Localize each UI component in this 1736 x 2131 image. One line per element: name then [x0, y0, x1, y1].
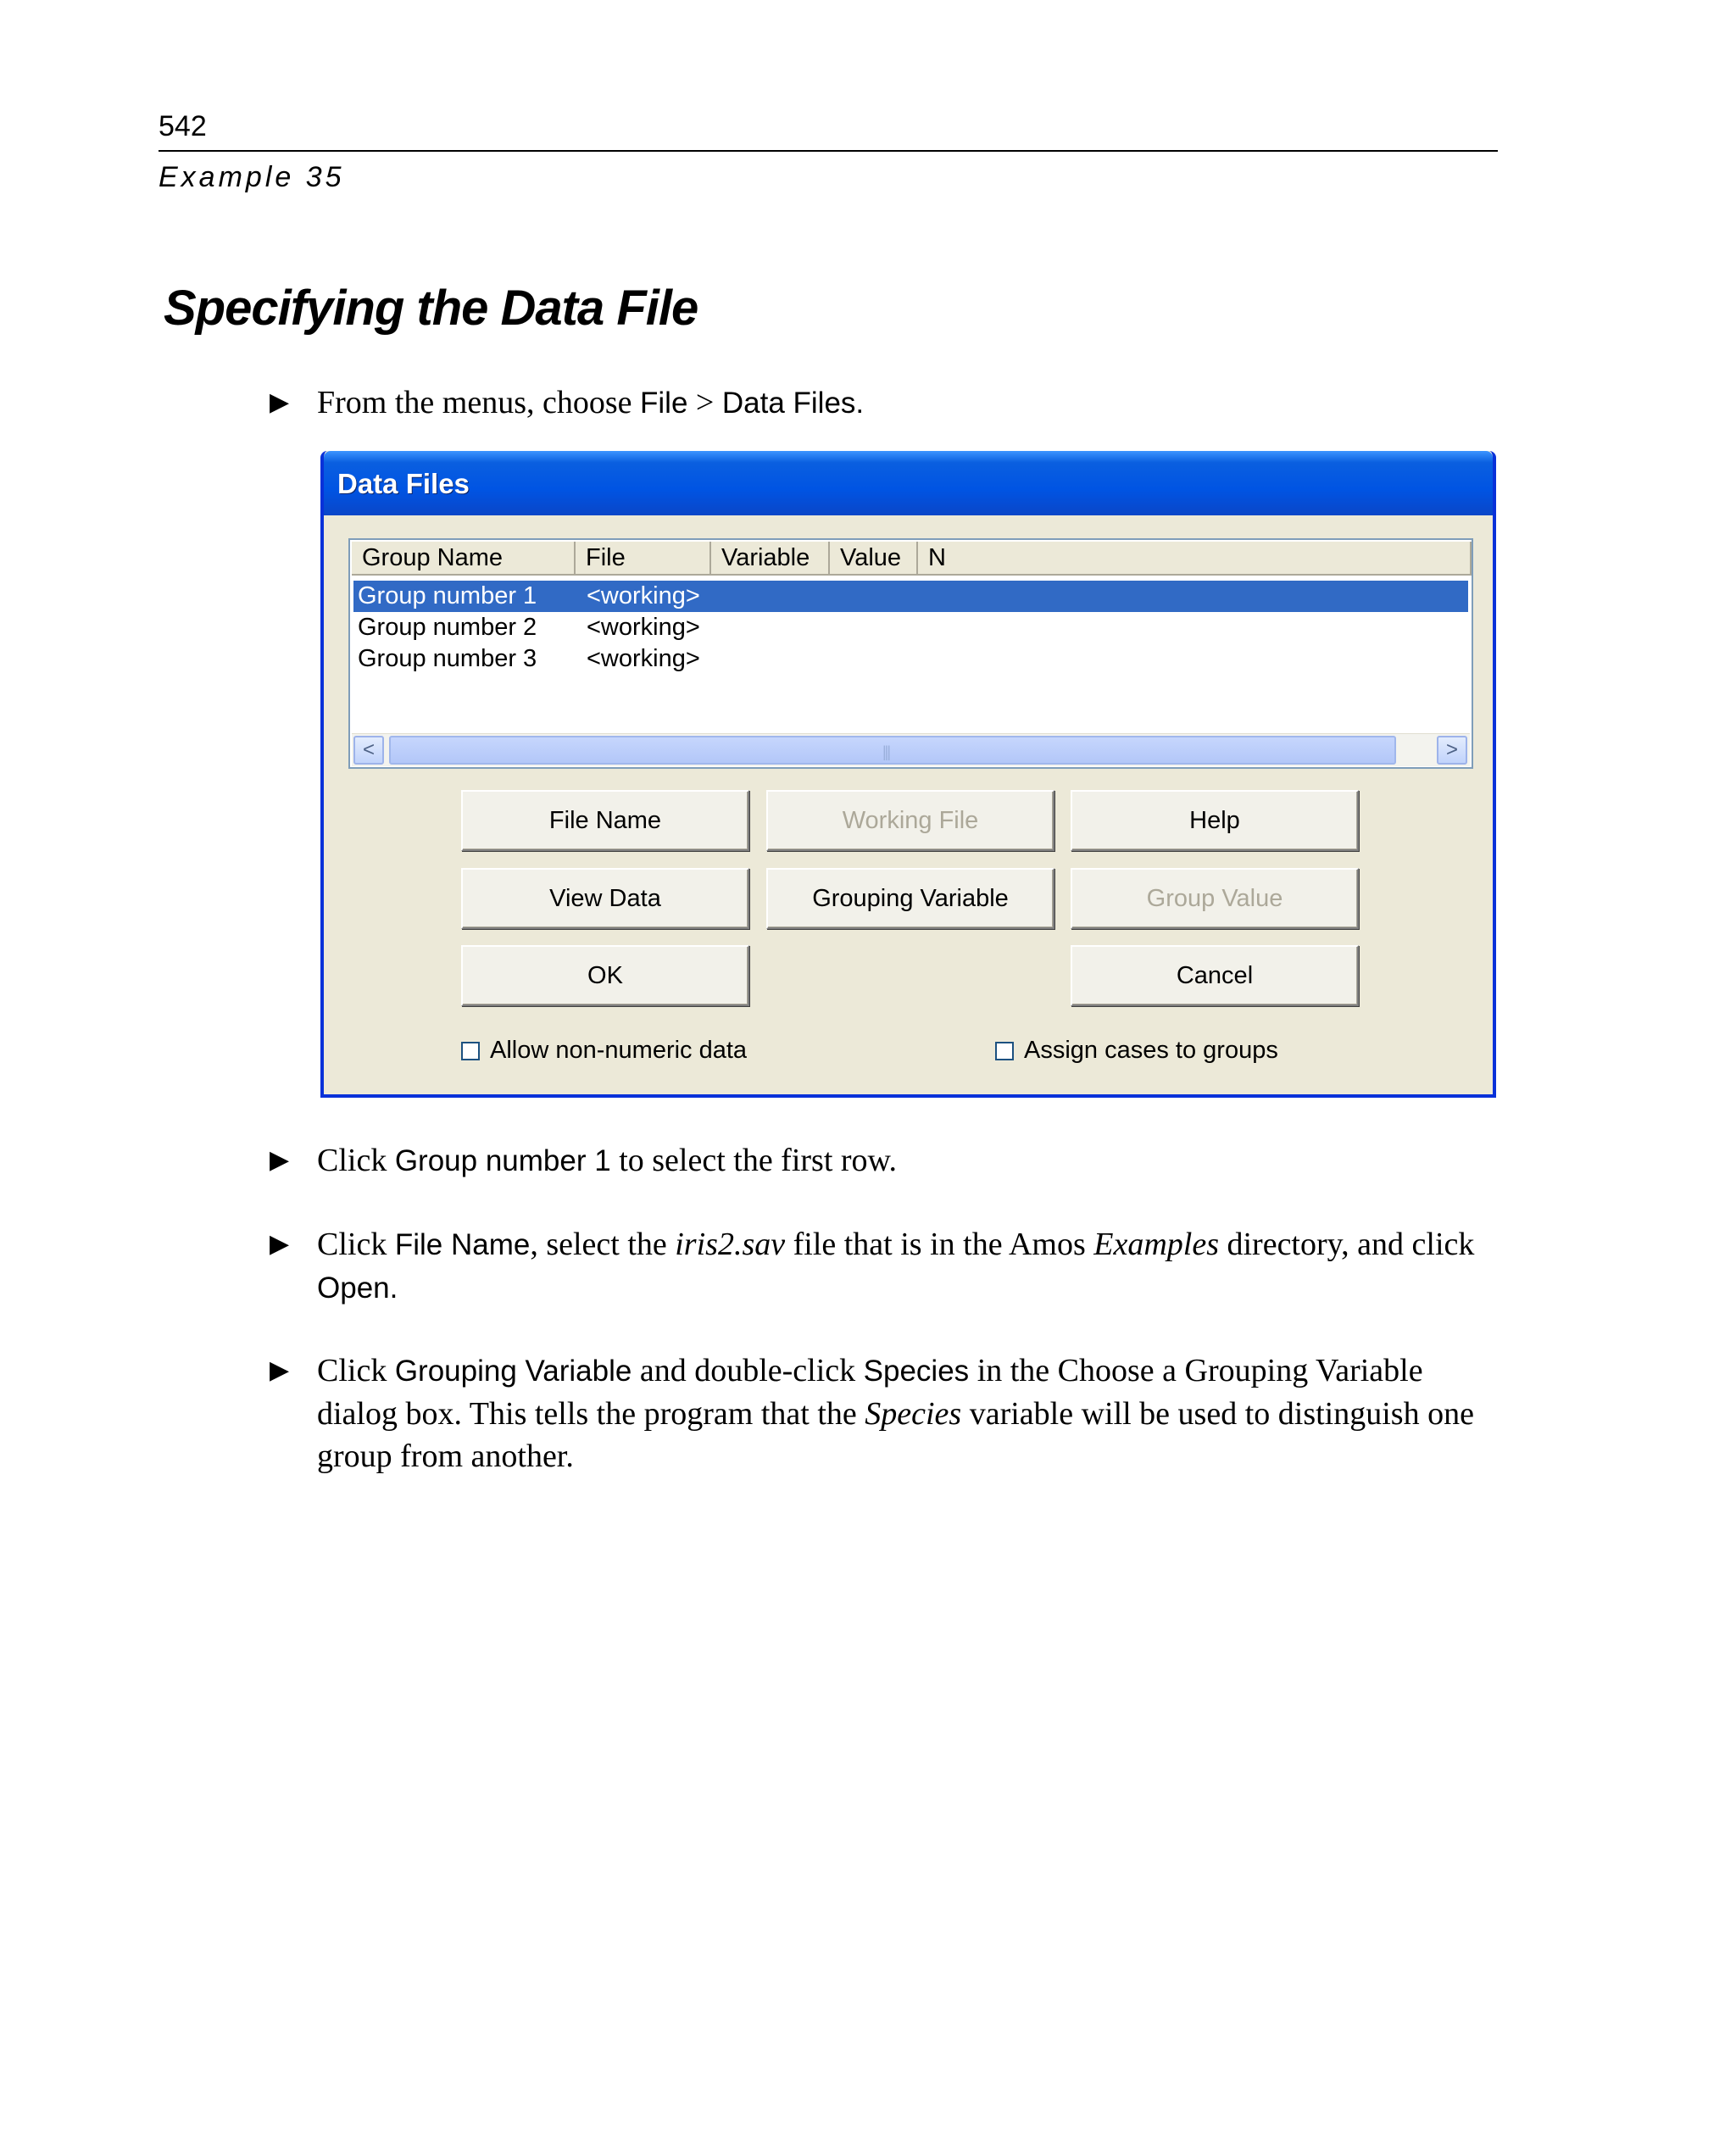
column-header-value[interactable]: Value — [830, 542, 918, 576]
working-file-button[interactable]: Working File — [766, 790, 1054, 851]
list-row-group-2[interactable]: Group number 2 <working> — [358, 614, 700, 641]
grouping-variable-button[interactable]: Grouping Variable — [766, 868, 1054, 929]
grip-icon: ||| — [882, 743, 890, 760]
section-title: Specifying the Data File — [164, 281, 698, 336]
header-rule — [159, 150, 1498, 152]
bullet-arrow-icon: ▶ — [270, 1145, 290, 1175]
bullet-arrow-icon: ▶ — [270, 1229, 290, 1259]
bullet-arrow-icon: ▶ — [270, 1355, 290, 1385]
data-files-dialog — [320, 451, 1496, 1098]
group-value-button[interactable]: Group Value — [1071, 868, 1359, 929]
view-data-button[interactable]: View Data — [461, 868, 749, 929]
ok-button[interactable]: OK — [461, 945, 749, 1006]
bullet-arrow-icon: ▶ — [270, 387, 290, 417]
dialog-titlebar[interactable] — [324, 451, 1493, 515]
column-header-group-name[interactable]: Group Name — [352, 542, 576, 576]
list-row-group-3[interactable]: Group number 3 <working> — [358, 645, 700, 672]
scroll-thumb[interactable] — [389, 736, 1396, 765]
step-1: ▶ From the menus, choose File > Data Files. — [270, 381, 1507, 425]
allow-non-numeric-checkbox[interactable]: Allow non-numeric data — [461, 1036, 747, 1065]
assign-cases-checkbox[interactable]: Assign cases to groups — [995, 1036, 1278, 1065]
column-header-n[interactable]: N — [918, 542, 1472, 576]
step-2: ▶ Click Group number 1 to select the first row. — [270, 1139, 1507, 1182]
file-name-button[interactable]: File Name — [461, 790, 749, 851]
checkbox-box[interactable] — [995, 1042, 1014, 1060]
column-header-file[interactable]: File — [576, 542, 711, 576]
scroll-left-icon[interactable]: < — [353, 736, 384, 765]
chapter-label: Example 35 — [159, 161, 345, 193]
horizontal-scrollbar[interactable] — [352, 733, 1470, 766]
groups-list[interactable] — [348, 538, 1473, 769]
dialog-title: Data Files — [337, 468, 470, 499]
cancel-button[interactable]: Cancel — [1071, 945, 1359, 1006]
page-number: 542 — [159, 110, 207, 142]
checkbox-box[interactable] — [461, 1042, 480, 1060]
column-header-variable[interactable]: Variable — [711, 542, 830, 576]
step-3: ▶ Click File Name, select the iris2.sav file that is in the Amos Examples directory, and click Open. — [270, 1223, 1507, 1310]
scroll-right-icon[interactable]: > — [1437, 736, 1467, 765]
list-row-group-1[interactable]: Group number 1 <working> — [353, 581, 1468, 612]
step-4: ▶ Click Grouping Variable and double-click Species in the Choose a Grouping Variable dialog box. This tells the program that the Species variable will be used to distinguish one group from another. — [270, 1349, 1507, 1477]
help-button[interactable]: Help — [1071, 790, 1359, 851]
